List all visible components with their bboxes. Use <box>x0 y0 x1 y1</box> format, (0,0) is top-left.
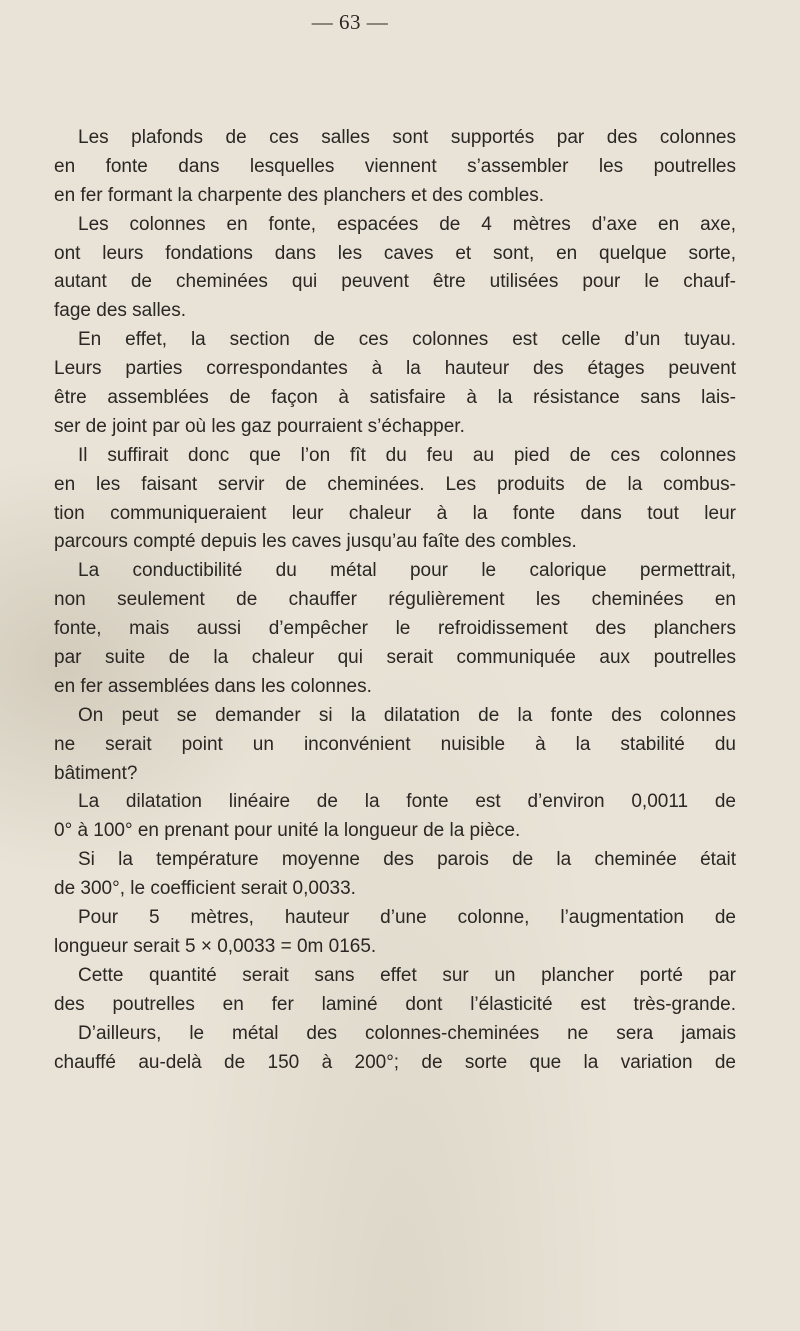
text-line: Cette quantité serait sans effet sur un plancher porté par <box>78 964 736 986</box>
text-line: On peut se demander si la dilatation de la fonte des colonnes <box>78 704 736 726</box>
text-line: tion communiqueraient leur chaleur à la fonte dans tout leur <box>54 502 736 524</box>
text-line: Les colonnes en fonte, espacées de 4 mètres d’axe en axe, <box>78 213 736 235</box>
text-line: parcours compté depuis les caves jusqu’au faîte des combles. <box>54 531 577 553</box>
text-line: bâtiment? <box>54 762 138 784</box>
text-line: ne serait point un inconvénient nuisible à la stabilité du <box>54 733 736 755</box>
text-line: Si la température moyenne des parois de la cheminée était <box>78 849 736 871</box>
text-line: de 300°, le coefficient serait 0,0033. <box>54 878 356 900</box>
text-line: en fer assemblées dans les colonnes. <box>54 675 372 697</box>
text-line: ser de joint par où les gaz pourraient s’échapper. <box>54 415 465 437</box>
text-line: en fer formant la charpente des planchers et des combles. <box>54 184 545 206</box>
text-line: Il suffirait donc que l’on fît du feu au pied de ces colonnes <box>78 444 736 466</box>
text-line: chauffé au-delà de 150 à 200°; de sorte que la variation de <box>54 1051 736 1073</box>
text-line: Les plafonds de ces salles sont supportés par des colonnes <box>78 127 736 148</box>
text-line: D’ailleurs, le métal des colonnes-cheminées ne sera jamais <box>78 1022 736 1044</box>
text-line: être assemblées de façon à satisfaire à la résistance sans lais- <box>54 387 736 409</box>
text-line: autant de cheminées qui peuvent être utilisées pour le chauf- <box>54 271 736 293</box>
text-line: 0° à 100° en prenant pour unité la longueur de la pièce. <box>54 820 521 842</box>
body-text <box>54 124 736 1077</box>
text-line: Leurs parties correspondantes à la hauteur des étages peuvent <box>54 358 736 380</box>
text-line: en fonte dans lesquelles viennent s’assembler les poutrelles <box>54 155 736 177</box>
text-line: Pour 5 mètres, hauteur d’une colonne, l’augmentation de <box>78 907 736 929</box>
text-line: La dilatation linéaire de la fonte est d’environ 0,0011 de <box>78 791 736 813</box>
text-line: en les faisant servir de cheminées. Les produits de la combus- <box>54 473 736 495</box>
text-line: La conductibilité du métal pour le calorique permettrait, <box>78 560 736 582</box>
text-line: par suite de la chaleur qui serait communiquée aux poutrelles <box>54 647 736 669</box>
text-line: des poutrelles en fer laminé dont l’élasticité est très-grande. <box>54 993 736 1015</box>
text-line: longueur serait 5 × 0,0033 = 0m 0165. <box>54 935 377 957</box>
text-line: ont leurs fondations dans les caves et sont, en quelque sorte, <box>54 242 736 264</box>
text-line: fage des salles. <box>54 300 187 322</box>
text-line: En effet, la section de ces colonnes est celle d’un tuyau. <box>78 329 736 351</box>
text-line: fonte, mais aussi d’empêcher le refroidissement des planchers <box>54 618 736 640</box>
text-line: non seulement de chauffer régulièrement les cheminées en <box>54 589 736 611</box>
page-number: — 63 — <box>311 10 389 34</box>
